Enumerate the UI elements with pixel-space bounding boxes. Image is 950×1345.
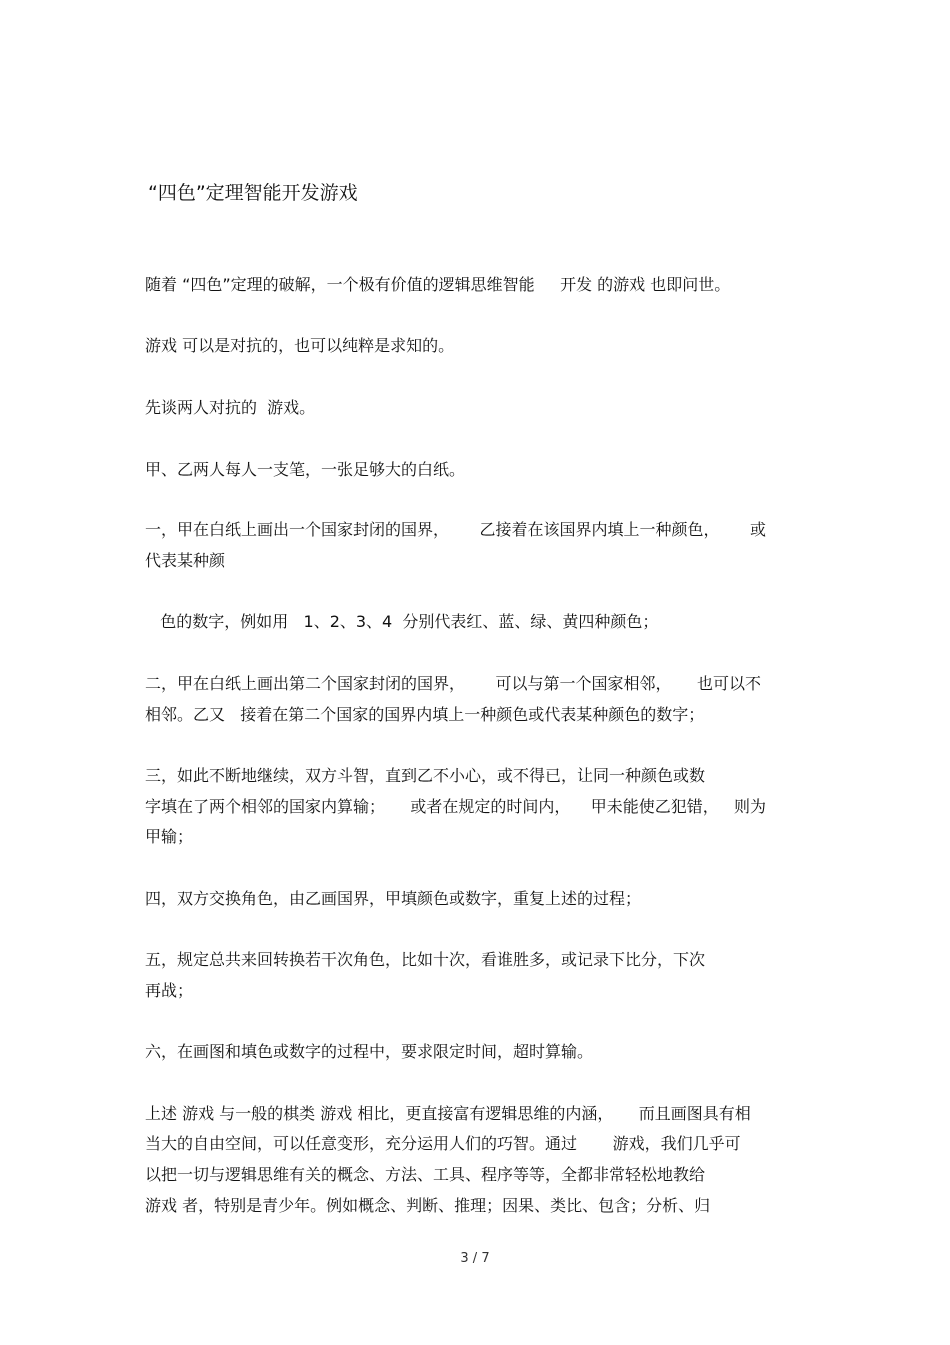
line-2: 游戏 可以是对抗的，也可以纯粹是求知的。: [145, 336, 455, 355]
line-11: 字填在了两个相邻的国家内算输； 或者在规定的时间内， 甲未能使乙犯错， 则为: [145, 797, 767, 816]
line-8: 二，甲在白纸上画出第二个国家封闭的国界， 可以与第一个国家相邻， 也可以不: [145, 674, 761, 693]
line-12: 甲输；: [145, 827, 194, 846]
page-number: 3 / 7: [460, 1251, 490, 1266]
line-17: 上述 游戏 与一般的棋类 游戏 相比，更直接富有逻辑思维的内涵， 而且画图具有相: [145, 1104, 751, 1123]
line-6: 代表某种颜: [145, 551, 226, 570]
line-5: 一，甲在白纸上画出一个国家封闭的国界， 乙接着在该国界内填上一种颜色， 或: [145, 520, 767, 539]
line-10: 三，如此不断地继续，双方斗智，直到乙不小心，或不得已，让同一种颜色或数: [145, 766, 706, 785]
line-9: 相邻。乙又 接着在第二个国家的国界内填上一种颜色或代表某种颜色的数字；: [145, 705, 705, 724]
line-20: 游戏 者，特别是青少年。例如概念、判断、推理；因果、类比、包含；分析、归: [145, 1196, 711, 1215]
line-3: 先谈两人对抗的 游戏。: [145, 398, 316, 417]
line-13: 四，双方交换角色，由乙画国界，甲填颜色或数字，重复上述的过程；: [145, 889, 642, 908]
line-19: 以把一切与逻辑思维有关的概念、方法、工具、程序等等，全都非常轻松地教给: [145, 1165, 706, 1184]
line-7: 色的数字，例如用 1、2、3、4 分别代表红、蓝、绿、黄四种颜色；: [145, 612, 659, 631]
document-title: “四色”定理智能开发游戏: [148, 182, 358, 204]
line-15: 再战；: [145, 981, 194, 1000]
line-4: 甲、乙两人每人一支笔，一张足够大的白纸。: [145, 460, 466, 479]
line-14: 五，规定总共来回转换若干次角色，比如十次，看谁胜多，或记录下比分，下次: [145, 950, 706, 969]
line-1: 随着 “四色”定理的破解，一个极有价值的逻辑思维智能 开发 的游戏 也即问世。: [145, 275, 731, 294]
line-16: 六，在画图和填色或数字的过程中，要求限定时间，超时算输。: [145, 1042, 594, 1061]
line-18: 当大的自由空间，可以任意变形，充分运用人们的巧智。通过 游戏，我们几乎可: [145, 1134, 741, 1153]
